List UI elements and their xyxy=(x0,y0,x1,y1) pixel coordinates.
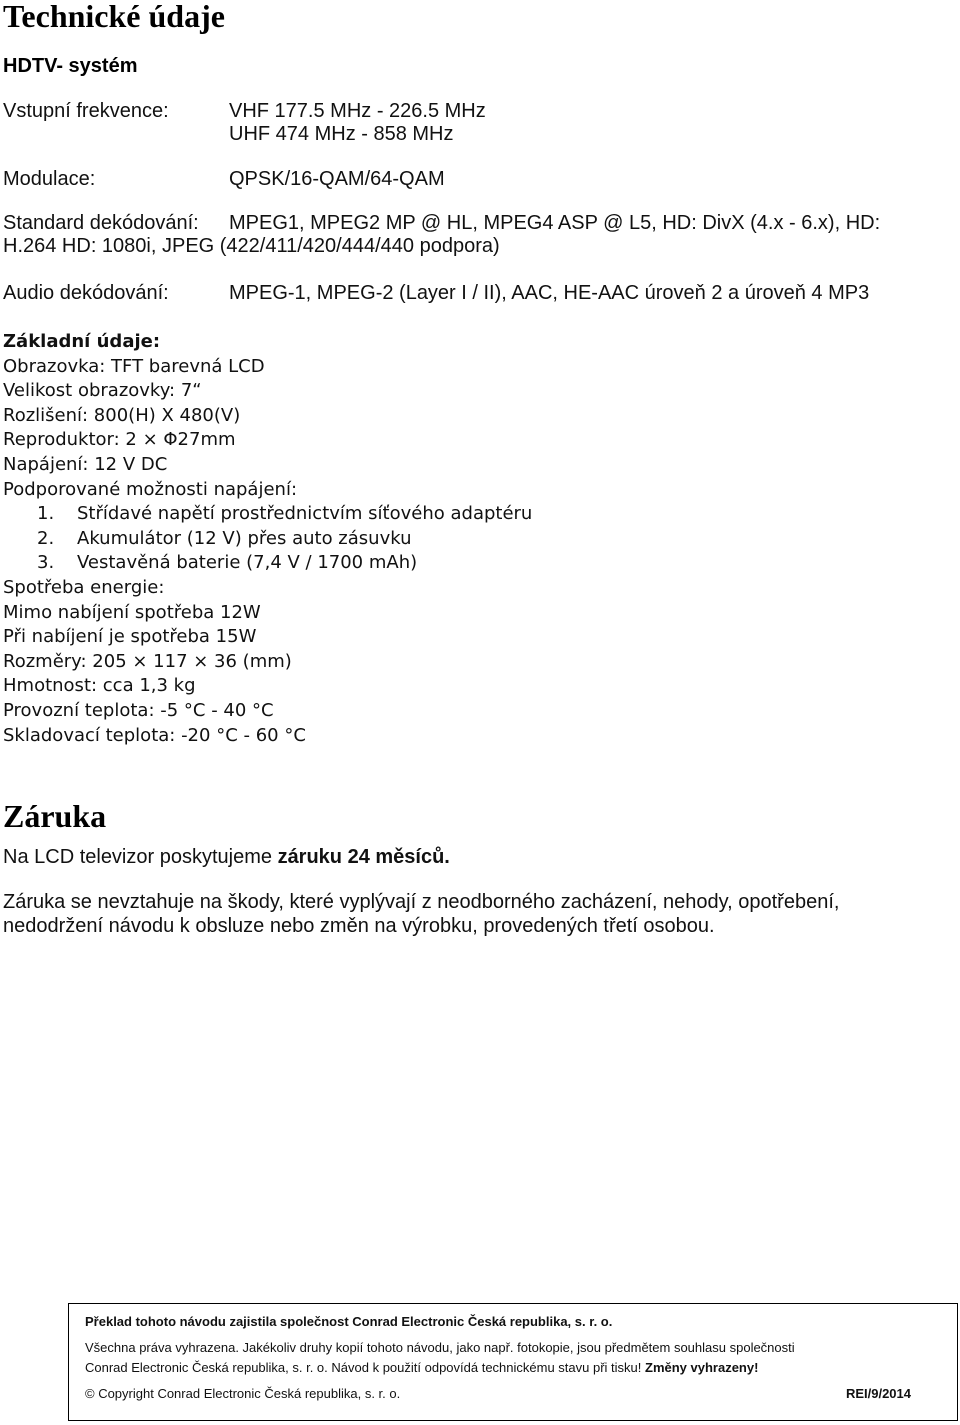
modulation-label: Modulace: xyxy=(3,168,96,190)
decoding-value-line2: H.264 HD: 1080i, JPEG (422/411/420/444/440 podpora) xyxy=(3,235,500,257)
spec-consumption: Spotřeba energie: xyxy=(3,576,165,598)
list-item-text: Vestavěná baterie (7,4 V / 1700 mAh) xyxy=(77,552,418,574)
warranty-heading: Záruka xyxy=(3,798,107,834)
spec-screen: Obrazovka: TFT barevná LCD xyxy=(3,355,265,377)
list-item xyxy=(3,527,532,552)
audio-decoding-label: Audio dekódování: xyxy=(3,282,169,304)
spec-power-options: Podporované možnosti napájení: xyxy=(3,478,298,500)
warranty-period xyxy=(3,845,450,869)
list-item xyxy=(3,502,532,527)
modulation-value: QPSK/16-QAM/64-QAM xyxy=(229,168,445,190)
basic-specs xyxy=(3,330,532,748)
warranty-terms-line2: nedodržení návodu k obsluze nebo změn na výrobku, provedených třetí osobou. xyxy=(3,915,715,937)
freq-vhf-value: VHF 177.5 MHz - 226.5 MHz xyxy=(229,100,486,122)
spec-weight: Hmotnost: cca 1,3 kg xyxy=(3,675,196,697)
warranty-period-text: Na LCD televizor poskytujeme xyxy=(3,846,278,868)
spec-consumption-on: Při nabíjení je spotřeba 15W xyxy=(3,626,257,648)
list-item-text: Akumulátor (12 V) přes auto zásuvku xyxy=(77,527,412,549)
warranty-terms-line1: Záruka se nevztahuje na škody, které vyplývají z neodborného zacházení, nehody, opotřebení, xyxy=(3,891,840,913)
decoding-value-line1: MPEG1, MPEG2 MP @ HL, MPEG4 ASP @ L5, HD: DivX (4.x - 6.x), HD: xyxy=(229,212,881,234)
footer-changes-reserved: Změny vyhrazeny! xyxy=(645,1360,759,1375)
warranty-period-bold: záruku 24 měsíců. xyxy=(277,846,450,868)
basic-specs-title: Základní údaje: xyxy=(3,331,161,352)
spec-storage-temperature: Skladovací teplota: -20 °C - 60 °C xyxy=(3,724,306,746)
spec-consumption-off: Mimo nabíjení spotřeba 12W xyxy=(3,601,261,623)
spec-power: Napájení: 12 V DC xyxy=(3,453,168,475)
list-item-number: 3. xyxy=(37,552,55,574)
list-item-number: 2. xyxy=(37,527,55,549)
freq-uhf-value: UHF 474 MHz - 858 MHz xyxy=(229,123,454,145)
footer-rights-line1: Všechna práva vyhrazena. Jakékoliv druhy kopií tohoto návodu, jako např. fotokopie, jsou předmětem souhlasu společnosti xyxy=(85,1340,795,1355)
footer-box xyxy=(68,1303,958,1421)
list-item xyxy=(3,551,532,576)
spec-operating-temperature: Provozní teplota: -5 °C - 40 °C xyxy=(3,699,274,721)
audio-decoding-value: MPEG-1, MPEG-2 (Layer I / II), AAC, HE-AAC úroveň 2 a úroveň 4 MP3 xyxy=(229,282,870,304)
spec-screen-size: Velikost obrazovky: 7“ xyxy=(3,380,202,402)
spec-dimensions: Rozměry: 205 × 117 × 36 (mm) xyxy=(3,650,292,672)
list-item-number: 1. xyxy=(37,503,55,525)
spec-speaker: Reproduktor: 2 × Φ27mm xyxy=(3,429,236,451)
list-item-text: Střídavé napětí prostřednictvím síťového adaptéru xyxy=(77,503,533,525)
footer-rights-text: Conrad Electronic Česká republika, s. r. o. Návod k použití odpovídá technickému stavu při tisku! xyxy=(85,1360,645,1375)
footer-document-code: REI/9/2014 xyxy=(845,1386,911,1401)
decoding-label: Standard dekódování: xyxy=(3,212,199,234)
footer-title: Překlad tohoto návodu zajistila společnost Conrad Electronic Česká republika, s. r. o. xyxy=(85,1314,613,1329)
footer-rights-line2 xyxy=(85,1360,758,1375)
hdtv-section-title: HDTV- systém xyxy=(3,55,138,77)
freq-label: Vstupní frekvence: xyxy=(3,100,169,122)
page-title: Technické údaje xyxy=(3,0,225,34)
spec-resolution: Rozlišení: 800(H) X 480(V) xyxy=(3,404,241,426)
footer-copyright: © Copyright Conrad Electronic Česká republika, s. r. o. xyxy=(85,1386,401,1401)
